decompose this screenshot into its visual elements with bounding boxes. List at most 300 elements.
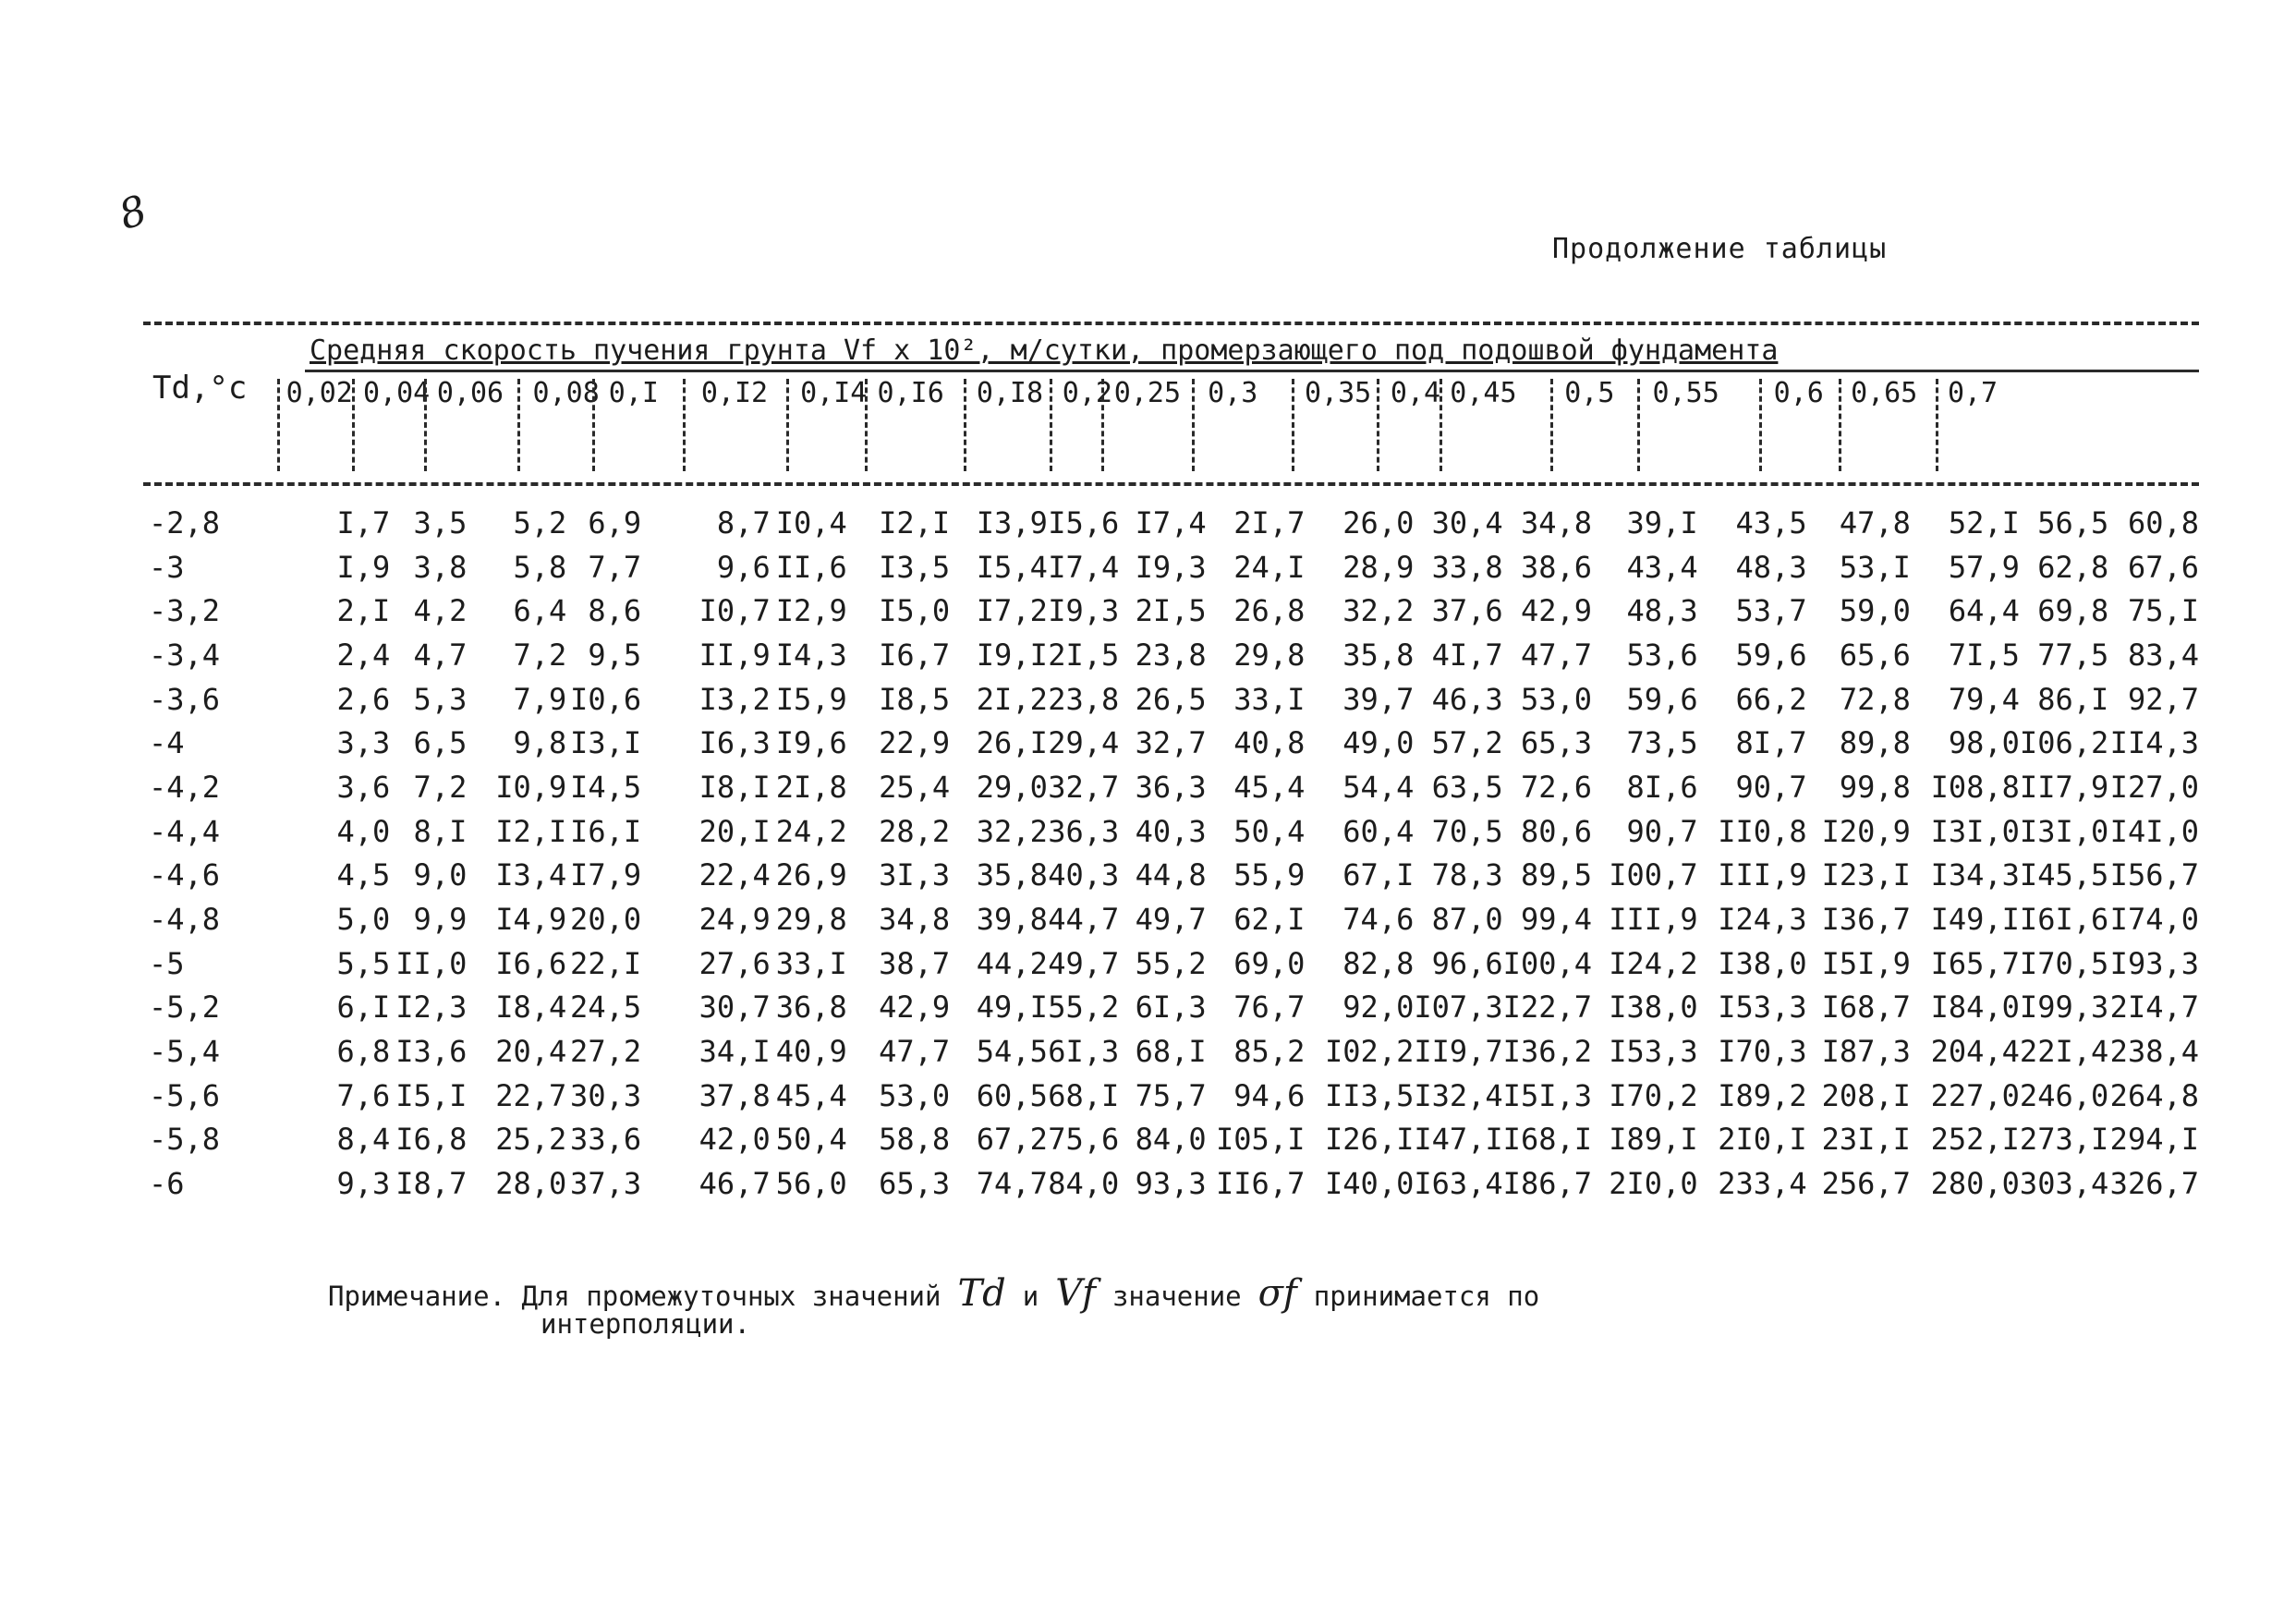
table-cell: 252,I <box>1930 1122 2020 1158</box>
table-cell: 9,9 <box>413 902 468 938</box>
row-td-value: -4,4 <box>149 813 221 849</box>
table-cell: I3,2 <box>699 681 771 717</box>
table-cell: I0,7 <box>699 593 771 629</box>
row-td-value: -5 <box>149 945 185 981</box>
table-cell: 2I0,0 <box>1609 1166 1698 1202</box>
table-row <box>143 986 2199 1030</box>
table-header-bottom-rule <box>143 482 2199 486</box>
table-cell: 20,I <box>699 813 771 849</box>
table-cell: 38,7 <box>879 945 951 981</box>
table-cell: 65,3 <box>879 1166 951 1202</box>
table-cell: 27,6 <box>699 945 771 981</box>
table-cell: 56,5 <box>2037 504 2109 540</box>
table-cell: II9,7 <box>1414 1034 1503 1070</box>
table-cell: 5,3 <box>413 681 468 717</box>
spanner-rule <box>305 370 2199 372</box>
table-cell: 294,I <box>2109 1122 2199 1158</box>
table-body <box>143 501 2199 1206</box>
table-cell: 60,8 <box>2127 504 2199 540</box>
column-header: 0,55 <box>1652 377 1719 409</box>
table-cell: I07,3 <box>1414 990 1503 1026</box>
table-cell: II6,7 <box>1216 1166 1306 1202</box>
row-td-value: -2,8 <box>149 504 221 540</box>
table-cell: I38,0 <box>1609 990 1698 1026</box>
table-cell: I27,0 <box>2109 769 2199 805</box>
row-td-value: -5,8 <box>149 1122 221 1158</box>
table-cell: I68,7 <box>1821 990 1911 1026</box>
table-cell: 2I,5 <box>1135 593 1207 629</box>
table-cell: I86,7 <box>1502 1166 1592 1202</box>
table-cell: 29,8 <box>1233 637 1306 673</box>
table-cell: III,9 <box>1718 857 1807 893</box>
table-cell: II,0 <box>395 945 468 981</box>
table-row <box>143 589 2199 633</box>
table-cell: 9,6 <box>716 549 771 585</box>
table-cell: 85,2 <box>1233 1034 1306 1070</box>
table-cell: 9,8 <box>513 725 567 761</box>
table-cell: 70,5 <box>1431 813 1503 849</box>
note-conj: и <box>1022 1281 1039 1312</box>
column-header: 0,3 <box>1208 377 1258 409</box>
note-symbol-sigma: σf <box>1257 1272 1297 1315</box>
table-cell: I8,I <box>699 769 771 805</box>
table-cell: I20,9 <box>1821 813 1911 849</box>
table-cell: III,9 <box>1609 902 1698 938</box>
row-td-value: -3 <box>149 549 185 585</box>
table-cell: 2I0,I <box>1718 1122 1807 1158</box>
note-suffix: принимается по <box>1313 1281 1540 1312</box>
table-cell: 37,8 <box>699 1077 771 1113</box>
column-separator <box>1192 379 1195 471</box>
table-cell: I00,7 <box>1609 857 1698 893</box>
table-cell: 2I4,7 <box>2109 990 2199 1026</box>
table-cell: I56,7 <box>2109 857 2199 893</box>
table-cell: I24,3 <box>1718 902 1807 938</box>
table-row <box>143 1029 2199 1074</box>
column-separator <box>1050 379 1052 471</box>
row-header-label: Td,°c <box>152 370 248 407</box>
table-cell: 4,2 <box>413 593 468 629</box>
note-symbol-td: Td <box>957 1272 1006 1315</box>
table-cell: I9,3 <box>1048 593 1120 629</box>
row-td-value: -3,2 <box>149 593 221 629</box>
table-cell: 33,I <box>775 945 847 981</box>
table-cell: 3,8 <box>413 549 468 585</box>
column-header: 0,45 <box>1450 377 1517 409</box>
table-cell: I5,I <box>395 1077 468 1113</box>
table-cell: II,6 <box>775 549 847 585</box>
table-cell: 32,2 <box>976 813 1048 849</box>
table-cell: I2,I <box>495 813 567 849</box>
table-cell: II0,8 <box>1718 813 1807 849</box>
table-cell: 227,0 <box>1930 1077 2020 1113</box>
row-td-value: -4,2 <box>149 769 221 805</box>
table-cell: 90,7 <box>1626 813 1698 849</box>
table-row <box>143 941 2199 986</box>
table-cell: I36,2 <box>1502 1034 1592 1070</box>
column-separator <box>964 379 966 471</box>
table-cell: 53,0 <box>1520 681 1592 717</box>
table-cell: 48,3 <box>1735 549 1807 585</box>
column-header: 0,I4 <box>800 377 868 409</box>
table-cell: I3,5 <box>879 549 951 585</box>
table-cell: I89,2 <box>1718 1077 1807 1113</box>
column-header: 0,2 <box>1062 377 1112 409</box>
table-cell: 34,I <box>699 1034 771 1070</box>
table-cell: 2I,7 <box>1233 504 1306 540</box>
table-cell: 2,6 <box>336 681 391 717</box>
table-cell: 28,2 <box>879 813 951 849</box>
continuation-label: Продолжение таблицы <box>1552 233 1888 265</box>
note-prefix: Примечание. Для промежуточных значений <box>328 1281 941 1312</box>
table-cell: 25,2 <box>495 1122 567 1158</box>
table-cell: II3,5 <box>1325 1077 1415 1113</box>
table-cell: 33,6 <box>570 1122 642 1158</box>
table-cell: I3I,0 <box>1930 813 2020 849</box>
table-cell: I6,6 <box>495 945 567 981</box>
table-cell: 96,6 <box>1431 945 1503 981</box>
table-cell: 3,5 <box>413 504 468 540</box>
column-header: 0,I6 <box>877 377 944 409</box>
table-cell: 84,0 <box>1135 1122 1207 1158</box>
table-cell: I24,2 <box>1609 945 1698 981</box>
table-cell: I8,7 <box>395 1166 468 1202</box>
table-cell: 42,0 <box>699 1122 771 1158</box>
table-cell: 57,2 <box>1431 725 1503 761</box>
table-cell: 44,7 <box>1048 902 1120 938</box>
table-cell: 33,I <box>1233 681 1306 717</box>
table-cell: 53,6 <box>1626 637 1698 673</box>
table-cell: 28,0 <box>495 1166 567 1202</box>
table-cell: I02,2 <box>1325 1034 1415 1070</box>
table-cell: 6,I <box>336 990 391 1026</box>
table-cell: I3,9 <box>976 504 1048 540</box>
table-cell: 45,4 <box>775 1077 847 1113</box>
table-cell: I6,8 <box>395 1122 468 1158</box>
table-row <box>143 545 2199 589</box>
table-row <box>143 1161 2199 1206</box>
table-cell: I0,9 <box>495 769 567 805</box>
table-cell: I7,4 <box>1135 504 1207 540</box>
column-separator <box>352 379 355 471</box>
spanner-label: Средняя скорость пучения грунта Vf x 10², м/сутки, промерзающего под подошвой фундамента <box>310 334 1779 367</box>
table-cell: 8I,6 <box>1626 769 1698 805</box>
table-cell: 78,3 <box>1431 857 1503 893</box>
table-cell: I23,I <box>1821 857 1911 893</box>
table-cell: I3,4 <box>495 857 567 893</box>
row-td-value: -5,6 <box>149 1077 221 1113</box>
table-cell: I93,3 <box>2109 945 2199 981</box>
table-cell: 59,6 <box>1735 637 1807 673</box>
table-cell: II4,3 <box>2109 725 2199 761</box>
table-cell: 65,3 <box>1520 725 1592 761</box>
table-cell: 280,0 <box>1930 1166 2020 1202</box>
column-separator <box>1292 379 1294 471</box>
table-cell: 92,7 <box>2127 681 2199 717</box>
table-cell: 3I,3 <box>879 857 951 893</box>
table-cell: 77,5 <box>2037 637 2109 673</box>
table-top-rule <box>143 322 2199 325</box>
table-cell: 2,4 <box>336 637 391 673</box>
table-cell: 73,5 <box>1626 725 1698 761</box>
column-separator <box>683 379 686 471</box>
table-cell: I26,I <box>1325 1122 1415 1158</box>
table-cell: I06,2 <box>2019 725 2109 761</box>
table-cell: 65,6 <box>1839 637 1911 673</box>
table-cell: 26,5 <box>1135 681 1207 717</box>
table-cell: 99,8 <box>1839 769 1911 805</box>
table-cell: 6,8 <box>336 1034 391 1070</box>
table-cell: I47,I <box>1414 1122 1503 1158</box>
table-cell: 49,7 <box>1135 902 1207 938</box>
table-cell: 303,4 <box>2019 1166 2109 1202</box>
table-cell: 57,9 <box>1948 549 2020 585</box>
table-cell: 20,4 <box>495 1034 567 1070</box>
table-cell: I2,I <box>879 504 951 540</box>
row-td-value: -4 <box>149 725 185 761</box>
table-cell: 89,8 <box>1839 725 1911 761</box>
table-cell: 4,0 <box>336 813 391 849</box>
table-cell: I70,3 <box>1718 1034 1807 1070</box>
table-cell: I9,I <box>976 637 1048 673</box>
column-separator <box>1839 379 1841 471</box>
table-cell: I84,0 <box>1930 990 2020 1026</box>
table-cell: I65,7 <box>1930 945 2020 981</box>
table-cell: 30,4 <box>1431 504 1503 540</box>
table-cell: 6,9 <box>588 504 642 540</box>
table-cell: 68,I <box>1048 1077 1120 1113</box>
table-cell: 64,4 <box>1948 593 2020 629</box>
table-cell: I40,0 <box>1325 1166 1415 1202</box>
table-cell: 68,I <box>1135 1034 1207 1070</box>
row-td-value: -5,4 <box>149 1034 221 1070</box>
table-cell: 34,8 <box>879 902 951 938</box>
table-cell: 44,8 <box>1135 857 1207 893</box>
table-cell: 93,3 <box>1135 1166 1207 1202</box>
table-cell: 2I,5 <box>1048 637 1120 673</box>
table-cell: 9,5 <box>588 637 642 673</box>
table-cell: 63,5 <box>1431 769 1503 805</box>
table-cell: 75,I <box>2127 593 2199 629</box>
table-cell: 48,3 <box>1626 593 1698 629</box>
table-cell: 39,I <box>1626 504 1698 540</box>
table-cell: 99,4 <box>1520 902 1592 938</box>
column-header: 0,I <box>608 377 659 409</box>
column-header: 0,35 <box>1304 377 1372 409</box>
table-cell: I5,9 <box>775 681 847 717</box>
table-cell: I53,3 <box>1609 1034 1698 1070</box>
table-cell: 208,I <box>1821 1077 1911 1113</box>
table-cell: 59,0 <box>1839 593 1911 629</box>
table-cell: I5,6 <box>1048 504 1120 540</box>
table-cell: I74,0 <box>2109 902 2199 938</box>
column-separator <box>1550 379 1553 471</box>
table-cell: 22I,4 <box>2019 1034 2109 1070</box>
table-cell: I4,9 <box>495 902 567 938</box>
table-cell: 23,8 <box>1135 637 1207 673</box>
table-cell: 22,7 <box>495 1077 567 1113</box>
table-cell: 2,I <box>336 593 391 629</box>
table-cell: I3,I <box>570 725 642 761</box>
table-cell: 46,3 <box>1431 681 1503 717</box>
table-cell: 94,6 <box>1233 1077 1306 1113</box>
table-cell: 42,9 <box>1520 593 1592 629</box>
table-cell: 79,4 <box>1948 681 2020 717</box>
table-cell: I0,6 <box>570 681 642 717</box>
table-cell: I5I,3 <box>1502 1077 1592 1113</box>
table-cell: 83,4 <box>2127 637 2199 673</box>
table-cell: 23I,I <box>1821 1122 1911 1158</box>
table-cell: 26,0 <box>1342 504 1415 540</box>
table-cell: 8,4 <box>336 1122 391 1158</box>
table-cell: 55,2 <box>1048 990 1120 1026</box>
table-cell: 8I,7 <box>1735 725 1807 761</box>
note-line2: интерполяции. <box>541 1308 750 1340</box>
table-cell: 52,I <box>1948 504 2020 540</box>
table-cell: I08,8 <box>1930 769 2020 805</box>
table-cell: 5,2 <box>513 504 567 540</box>
table-row <box>143 677 2199 722</box>
table-cell: II,9 <box>699 637 771 673</box>
table-row <box>143 633 2199 677</box>
table-cell: 90,7 <box>1735 769 1807 805</box>
table-cell: 28,9 <box>1342 549 1415 585</box>
table-cell: 53,7 <box>1735 593 1807 629</box>
table-cell: I0,4 <box>775 504 847 540</box>
table-cell: I4,3 <box>775 637 847 673</box>
note-symbol-vf: Vf <box>1055 1272 1096 1315</box>
table-cell: 45,4 <box>1233 769 1306 805</box>
table-cell: 35,8 <box>976 857 1048 893</box>
table-cell: 37,6 <box>1431 593 1503 629</box>
data-table <box>143 501 2199 1206</box>
table-cell: I2,3 <box>395 990 468 1026</box>
table-cell: 30,7 <box>699 990 771 1026</box>
table-cell: I53,3 <box>1718 990 1807 1026</box>
table-row <box>143 765 2199 809</box>
column-separator <box>865 379 868 471</box>
table-cell: 46,7 <box>699 1166 771 1202</box>
table-cell: 84,0 <box>1048 1166 1120 1202</box>
column-separator <box>277 379 280 471</box>
table-cell: 3,6 <box>336 769 391 805</box>
table-cell: 6,4 <box>513 593 567 629</box>
table-cell: I4,5 <box>570 769 642 805</box>
table-cell: I9,3 <box>1135 549 1207 585</box>
table-row <box>143 1074 2199 1118</box>
column-separator <box>1377 379 1379 471</box>
table-cell: 23,8 <box>1048 681 1120 717</box>
table-cell: 87,0 <box>1431 902 1503 938</box>
table-cell: 49,7 <box>1048 945 1120 981</box>
note-middle: значение <box>1112 1281 1242 1312</box>
page-number: 8 <box>113 186 153 240</box>
table-cell: I22,7 <box>1502 990 1592 1026</box>
table-cell: I7,9 <box>570 857 642 893</box>
table-cell: 74,7 <box>976 1166 1048 1202</box>
table-cell: 69,8 <box>2037 593 2109 629</box>
table-cell: 22,9 <box>879 725 951 761</box>
column-separator <box>1759 379 1762 471</box>
column-separator <box>592 379 595 471</box>
table-cell: 86,I <box>2037 681 2109 717</box>
table-cell: 24,9 <box>699 902 771 938</box>
column-separator <box>786 379 789 471</box>
table-cell: I32,4 <box>1414 1077 1503 1113</box>
table-cell: 29,4 <box>1048 725 1120 761</box>
table-cell: 40,3 <box>1048 857 1120 893</box>
table-cell: 7I,5 <box>1948 637 2020 673</box>
table-cell: I05,I <box>1216 1122 1306 1158</box>
row-td-value: -3,4 <box>149 637 221 673</box>
row-td-value: -3,6 <box>149 681 221 717</box>
table-cell: 29,0 <box>976 769 1048 805</box>
table-cell: 29,8 <box>775 902 847 938</box>
table-cell: 32,2 <box>1342 593 1415 629</box>
table-cell: I36,7 <box>1821 902 1911 938</box>
row-td-value: -4,8 <box>149 902 221 938</box>
table-cell: 32,7 <box>1135 725 1207 761</box>
table-cell: 39,7 <box>1342 681 1415 717</box>
table-cell: 5,8 <box>513 549 567 585</box>
table-cell: 44,2 <box>976 945 1048 981</box>
table-cell: 7,7 <box>588 549 642 585</box>
table-cell: 26,9 <box>775 857 847 893</box>
table-cell: 5,0 <box>336 902 391 938</box>
table-cell: 256,7 <box>1821 1166 1911 1202</box>
table-cell: 53,I <box>1839 549 1911 585</box>
table-cell: I70,5 <box>2019 945 2109 981</box>
table-cell: 92,0 <box>1342 990 1415 1026</box>
table-cell: 9,0 <box>413 857 468 893</box>
table-cell: 98,0 <box>1948 725 2020 761</box>
table-cell: 6I,3 <box>1135 990 1207 1026</box>
table-cell: 55,2 <box>1135 945 1207 981</box>
table-cell: 9,3 <box>336 1166 391 1202</box>
table-cell: I63,4 <box>1414 1166 1503 1202</box>
column-header: 0,I2 <box>700 377 769 409</box>
table-cell: 204,4 <box>1930 1034 2020 1070</box>
table-cell: 33,8 <box>1431 549 1503 585</box>
table-cell: 34,8 <box>1520 504 1592 540</box>
table-row <box>143 1118 2199 1162</box>
table-cell: 47,7 <box>879 1034 951 1070</box>
table-cell: I8,5 <box>879 681 951 717</box>
column-separator <box>424 379 427 471</box>
table-cell: II7,9 <box>2019 769 2109 805</box>
table-cell: I7,2 <box>976 593 1048 629</box>
column-separator <box>1637 379 1640 471</box>
table-cell: I49,I <box>1930 902 2020 938</box>
table-cell: 24,I <box>1233 549 1306 585</box>
table-cell: 3,3 <box>336 725 391 761</box>
table-cell: 67,6 <box>2127 549 2199 585</box>
table-cell: I3I,0 <box>2019 813 2109 849</box>
table-cell: 39,8 <box>976 902 1048 938</box>
column-header: 0,04 <box>363 377 431 409</box>
table-cell: I6,I <box>570 813 642 849</box>
table-cell: 40,8 <box>1233 725 1306 761</box>
table-cell: 22,4 <box>699 857 771 893</box>
table-cell: I5,4 <box>976 549 1048 585</box>
table-cell: 273,I <box>2019 1122 2109 1158</box>
row-td-value: -5,2 <box>149 990 221 1026</box>
table-cell: 67,2 <box>976 1122 1048 1158</box>
column-header: 0,4 <box>1390 377 1441 409</box>
table-cell: 75,6 <box>1048 1122 1120 1158</box>
table-cell: 60,4 <box>1342 813 1415 849</box>
table-cell: 50,4 <box>775 1122 847 1158</box>
